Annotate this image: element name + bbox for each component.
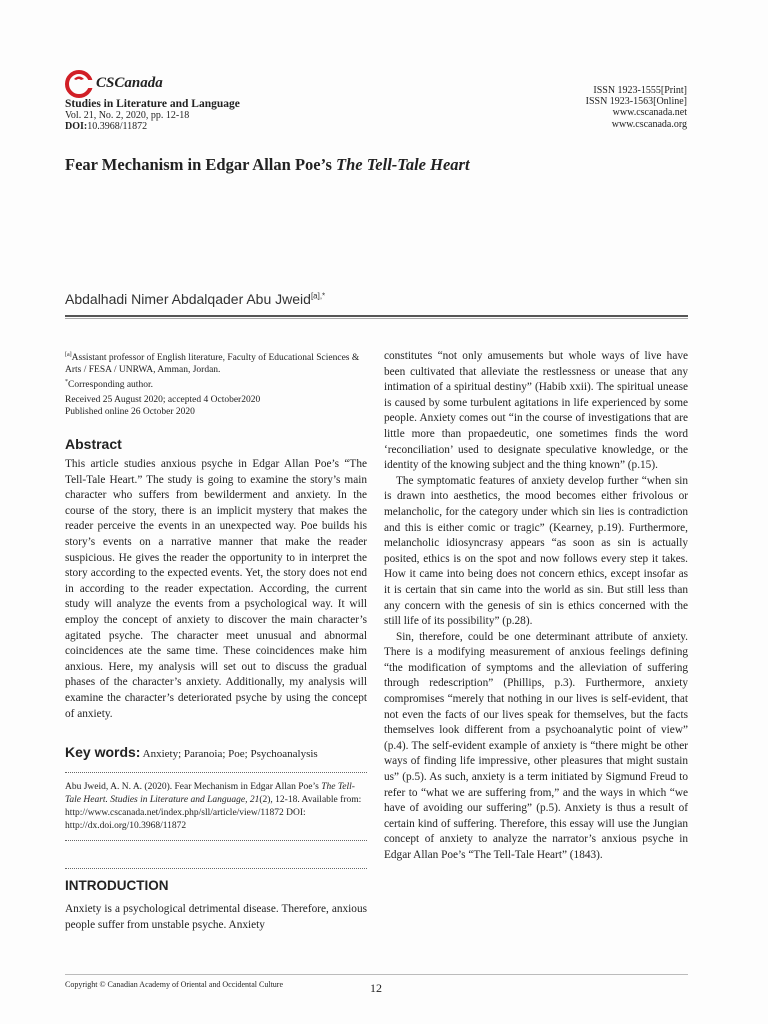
website-link-net[interactable]: www.cscanada.net bbox=[612, 107, 687, 119]
page-number: 12 bbox=[370, 981, 382, 995]
article-title bbox=[65, 155, 470, 175]
abstract-text: This article studies anxious psyche in Edgar Allan Poe’s “The Tell-Tale Heart.” The study is going to examine the story’s main character who suffers from bewilderment and anxiety. In the course of the story, there is an implicit mystery that makes the reader perceive the events in an unexpected way. Poe builds his story’s events on a narrative manner that make the reader suspicious. He gives the reader the opportunity to in interpret the story according to the expected events. Yet, the story does not end in according to the reader expectation. According, the current study will analyze the events from a psychological way. It will employ the concept of anxiety to discover the main character’s agitated psyche. The character meet unusual and abnormal coincidences ate the same time. These coincidences make him anxious. Here, my analysis will set out to discuss the gradual phases of the character’s anxiety. Additionally, my analysis will examine the character’s deteriorated psyche by using the concept of anxiety. bbox=[65, 458, 367, 720]
citation bbox=[65, 781, 367, 833]
paragraph: constitutes “not only amusements but whole ways of live have been cultivated that alleviate the restlessness or unease that any intimation of a spiritual destiny” (Habib xxii). The spiritual unease is caused by some turbulent agitations in life experienced by some people. Anxiety comes out “in the course of investigations that are little more than propaedeutic, one sometimes finds the word ‘reconciliation’ used to designate speculative knowledge, or the identity of the knowing subject and the thing known” (p.15). bbox=[384, 350, 688, 472]
author-line bbox=[65, 291, 325, 307]
title-prefix: Fear Mechanism in Edgar Allan Poe’s bbox=[65, 155, 332, 174]
affiliation-text: Assistant professor of English literature, Faculty of Educational Sciences & Arts / FESA / UNRWA, Amman, Jordan. bbox=[65, 353, 360, 376]
dotted-divider bbox=[65, 840, 367, 841]
affiliation bbox=[65, 349, 367, 391]
issn-online: ISSN 1923-1563[Online] bbox=[585, 96, 687, 108]
introduction-heading: INTRODUCTION bbox=[65, 878, 169, 893]
paragraph: The symptomatic features of anxiety develop further “when sin is drawn into aesthetics, the mood becomes either frivolous or melancholic, for the category under which sin lies is contradiction and this is either comic or tragic” (Kearney, p.19). Furthermore, melancholic idiosyncrasy appears “as soon as sin is actually posited, ethics is on the spot and now follows every step it takes. How it came into being does not concern ethics, except insofar as it is certain that sin came into the world as sin. But still less than any concern with the genesis of sin is ethics concerned with the still life of its possibility” (p.28). bbox=[384, 474, 688, 628]
author-superscript: [a],* bbox=[310, 291, 326, 301]
dates bbox=[65, 395, 367, 418]
abstract-heading: Abstract bbox=[65, 436, 122, 452]
website-link-org[interactable]: www.cscanada.org bbox=[611, 118, 687, 130]
divider bbox=[65, 318, 688, 319]
keywords-text: Anxiety; Paranoia; Poe; Psychoanalysis bbox=[142, 748, 318, 760]
divider bbox=[65, 315, 688, 317]
publisher-logo bbox=[65, 70, 265, 98]
doi bbox=[65, 121, 147, 132]
published-date: Published online 26 October 2020 bbox=[65, 406, 195, 417]
keywords bbox=[65, 744, 367, 760]
introduction-text: Anxiety is a psychological detrimental disease. Therefore, anxious people suffer from unstable psyche. Anxiety bbox=[65, 903, 367, 931]
issn-print: ISSN 1923-1555[Print] bbox=[593, 85, 687, 96]
citation-text-1: Abu Jweid, A. N. A. (2020). Fear Mechanism in Edgar Allan Poe’s bbox=[65, 782, 322, 792]
corresponding-text: Corresponding author. bbox=[68, 380, 153, 391]
logo-text: CSCanada bbox=[96, 75, 163, 91]
corresponding-marker: * bbox=[65, 379, 68, 386]
journal-name: Studies in Literature and Language bbox=[65, 98, 240, 110]
dotted-divider bbox=[65, 772, 367, 773]
affiliation-marker: [a] bbox=[65, 352, 72, 358]
received-date: Received 25 August 2020; accepted 4 October2020 bbox=[65, 395, 261, 405]
issn-block bbox=[586, 85, 687, 130]
citation-italic: The Tell-Tale Heart. Studies in Literature and Language, 21 bbox=[65, 782, 355, 805]
volume-info: Vol. 21, No. 2, 2020, pp. 12-18 bbox=[65, 110, 190, 121]
cscanada-logo-icon bbox=[65, 70, 93, 98]
dotted-divider bbox=[65, 868, 367, 869]
doi-label: DOI: bbox=[65, 121, 88, 132]
footer-divider bbox=[65, 974, 688, 975]
doi-value: 10.3968/11872 bbox=[87, 121, 148, 132]
author-name: Abdalhadi Nimer Abdalqader Abu Jweid bbox=[65, 291, 311, 307]
title-italic: The Tell-Tale Heart bbox=[336, 155, 470, 174]
citation-text-2[interactable]: (2), 12-18. Available from: http://www.cscanada.net/index.php/sll/article/view/11872 DOI: http://dx.doi.org/10.3968/11872 bbox=[65, 795, 362, 831]
copyright: Copyright © Canadian Academy of Oriental and Occidental Culture bbox=[65, 980, 284, 989]
keywords-label: Key words: bbox=[65, 744, 141, 760]
body-text-right bbox=[384, 349, 688, 864]
paragraph: Sin, therefore, could be one determinant attribute of anxiety. There is a modifying measurement of anxious feelings defining “the modification of symptoms and the alleviation of suffering through redescription” (Phillips, p.3). Furthermore, anxiety compromises “merely that nothing in our lives is self-evident, that not even the facts of our lives speak for themselves, but the facts themselves look different from a psychoanalytic point of view” (p.4). The self-evident example of anxiety is “there might be other ways of finding life impressive, other pleasures that might sustain us” (p.5). As such, anxiety is a term initiated by Sigmund Freud to refer to “what we are suffering from,” and the ways in which “we have of avoiding our suffering” (p.5). Anxiety is thus a result of certain kind of suffering. Therefore, this essay will use the Jungian concept of anxiety to analyze the narrator’s anxious psyche in Edgar Allan Poe’s “The Tell-Tale Heart” (1843). bbox=[384, 630, 688, 861]
